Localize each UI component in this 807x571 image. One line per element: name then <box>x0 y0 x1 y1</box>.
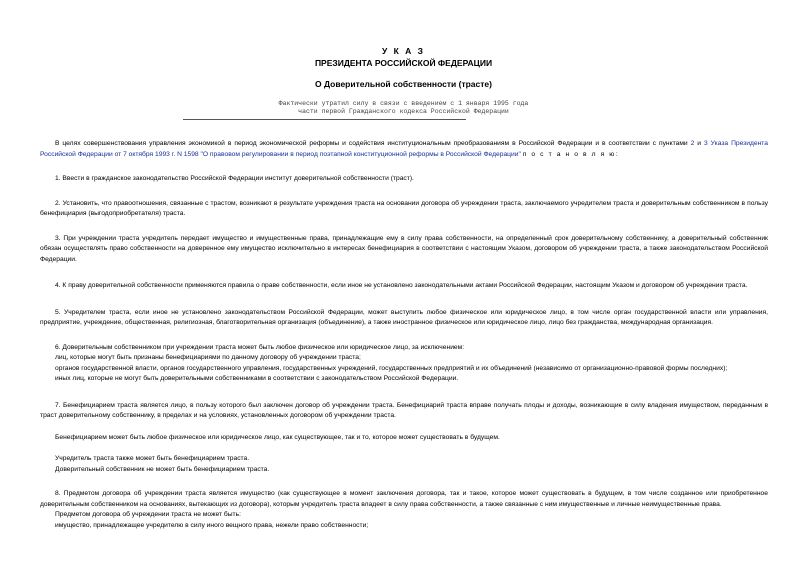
document-body <box>40 139 768 531</box>
lost-force-note <box>0 100 807 116</box>
paragraph-1: 1. Ввести в гражданское законодательство Российской Федерации институт доверительной собственности (траст). <box>55 175 414 182</box>
paragraph-8-a: Предметом договора об учреждении траста не может быть: <box>55 511 241 518</box>
paragraph-5: 5. Учредителем траста, если иное не установлено законодательством Российской Федерации, может выступить любое физическое или юридическое лицо, в том числе орган государственной власти или управления, предприятие, учреждение, общественная, религиозная, благотворительная организация (объединение), а также иностранное физическое или юридическое лицо, лицо без гражданства, международная организация. <box>40 308 768 326</box>
preamble-text: В целях совершенствования управления экономикой в период экономической реформы и содействия институциональным преобразованиям в Российской Федерации и в соответствии с пунктами <box>55 140 691 147</box>
link-ukaz-1598[interactable]: 3 Указа Президента Российской Федерации от 7 октября 1993 г. N 1598 "О правовом регулировании в период поэтапной конституционной реформы в Российской Федерации" <box>40 140 768 158</box>
paragraph-3: 3. При учреждении траста учредитель передает имущество и имущественные права, принадлежащие ему в силу права собственности, на определенный срок доверительному собственнику, а доверительный собственник обязан осуществлять право собственности на доверенное ему имущество исключительно в интересах бенефициария в соответствии с настоящим Указом, договором об учреждении траста, а также законодательством Российской Федерации. <box>40 234 768 263</box>
paragraph-6-item-1: лиц, которые могут быть признаны бенефициариями по данному договору об учреждении траста; <box>55 354 361 361</box>
lost-force-line-2: части первой Гражданского кодекса Российской Федерации <box>298 108 509 115</box>
ukaz-heading: У К А З <box>381 46 426 56</box>
paragraph-2: 2. Установить, что правоотношения, связанные с трастом, возникают в результате учреждения траста на основании договора об учреждении траста, заключаемого учредителем траста и доверительным собственником в пользу бенефициария (выгодоприобретателя) траста. <box>40 199 768 217</box>
paragraph-8: 8. Предметом договора об учреждении траста является имущество (как существующее в момент заключения договора, так и такое, которое может существовать в будущем, в том числе созданное или приобретенное доверительным собственником на основаниях, вытекающих из договора), которым учредитель траста владеет в силу права собственности, а также связанные с ним имущественные и личные неимущественные права. <box>40 490 768 508</box>
lost-force-line-1: Фактически утратил силу в связи с введением с 1 января 1995 года <box>278 100 529 107</box>
paragraph-6: 6. Доверительным собственником при учреждении траста может быть любое физическое или юридическое лицо, за исключением: <box>55 343 465 351</box>
paragraph-6-item-2: органов государственной власти, органов государственного управления, государственных учреждений, государственных предприятий и их объединений (независимо от организационно-правовой формы последних); <box>55 364 728 372</box>
document-title: О Доверительной собственности (трасте) <box>315 79 492 89</box>
paragraph-7: 7. Бенефициарием траста является лицо, в пользу которого был заключен договор об учреждении траста. Бенефициарий траста вправе получать плоды и доходы, возникающие в силу владения имуществом, переданным в траст доверительному собственнику, в пределах и на условиях, установленных договором об учреждении траста. <box>40 401 768 419</box>
paragraph-4: 4. К праву доверительной собственности применяются правила о праве собственности, если иное не установлено законодательными актами Российской Федерации, настоящим Указом и договором об учреждении траста. <box>55 282 748 289</box>
president-heading: ПРЕЗИДЕНТА РОССИЙСКОЙ ФЕДЕРАЦИИ <box>314 58 493 68</box>
paragraph-8-b: имущество, принадлежащее учредителю в силу иного вещного права, нежели право собственности; <box>55 521 369 529</box>
divider <box>183 119 466 120</box>
link-punkt-2[interactable]: 2 <box>690 140 695 147</box>
paragraph-7-a: Бенефициарием может быть любое физическое или юридическое лицо, как существующее, так и то, которое может существовать в будущем. <box>55 433 500 441</box>
preamble-and: и <box>694 140 704 147</box>
postanovlyayu: п о с т а н о в л я ю: <box>522 150 620 158</box>
paragraph-6-item-3: иных лиц, которые не могут быть доверительными собственниками в соответствии с законодательством Российской Федерации. <box>55 375 459 382</box>
paragraph-7-c: Доверительный собственник не может быть бенефициарием траста. <box>55 465 270 473</box>
preamble <box>40 139 768 160</box>
paragraph-7-b: Учредитель траста также может быть бенефициарием траста. <box>55 455 250 462</box>
